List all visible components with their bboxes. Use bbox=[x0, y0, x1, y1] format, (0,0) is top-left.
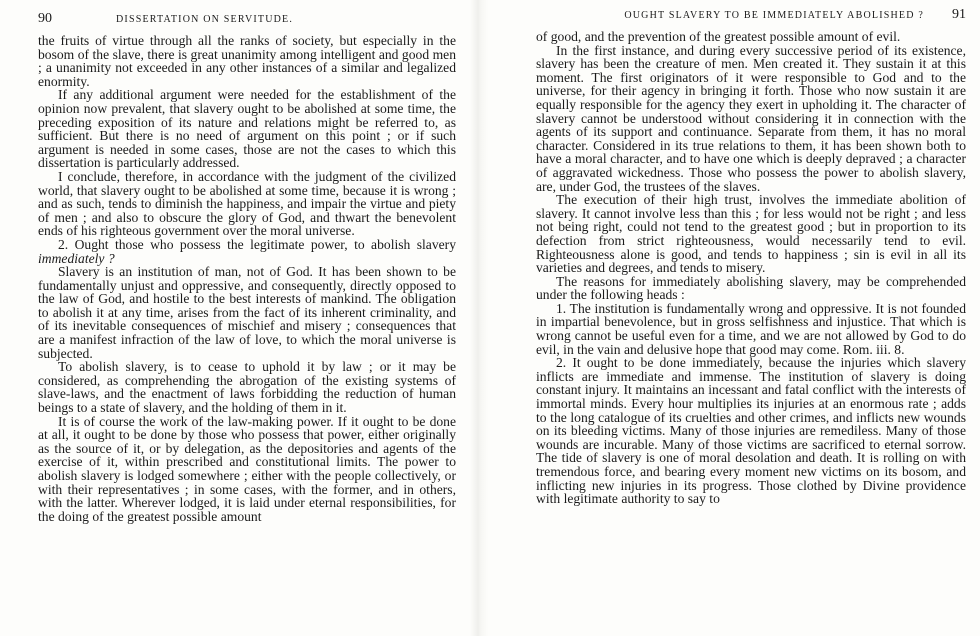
paragraph: the fruits of virtue through all the ranks of society, but especially in the bosom of the slave, there is great unanimity among intelligent and good men ; a unanimity not exceeded in any other instances of a similar and legalized enormity. bbox=[38, 33, 456, 89]
right-page bbox=[488, 0, 980, 636]
paragraph: In the first instance, and during every successive period of its existence, slavery has been the creature of men. Men created it. They sustain it at this moment. The first originators of it were responsible to God and to the universe, for their agency in bringing it forth. Those who now sustain it are equally responsible for the agency they exert in upholding it. The character of slavery cannot be understood without considering it in connection with the agents of its support and continuance. Separate from them, it has no moral character. Considered in its true relations to them, it has been shown both to have a moral character, and to have one which is deeply depraved ; a character of aggravated wickedness. Those who possess the power to abolish slavery, are, under God, the trustees of the slaves. bbox=[536, 42, 966, 194]
paragraph: It is of course the work of the law-making power. If it ought to be done at all, it ought to be done by those who possess that power, either originally as the source of it, or by delegation, as the depositories and agents of the exercise of it, within prescribed and constitutional limits. The power to abolish slavery is lodged somewhere ; either with the people collectively, or with their representatives ; in some cases, with the former, and in others, with the latter. Wherever lodged, it is laid under eternal responsibilities, for the doing of the greatest possible amount bbox=[38, 413, 456, 524]
paragraph: To abolish slavery, is to cease to uphold it by law ; or it may be considered, as comprehending the abrogation of the existing systems of slave-laws, and the enactment of laws forbidding the reduction of human beings to a state of slavery, and the holding of them in it. bbox=[38, 359, 456, 416]
left-page-text bbox=[38, 34, 456, 523]
paragraph: 1. The institution is fundamentally wrong and oppressive. It is not founded in impartial benevolence, but in gross selfishness and injustice. That which is wrong cannot be useful even for a time, and we are not allowed by God to do evil, in the vain and delusive hope that good may come. Rom. iii. 8. bbox=[536, 300, 966, 357]
section-heading bbox=[38, 238, 456, 265]
book-gutter bbox=[470, 0, 488, 636]
paragraph: of good, and the prevention of the greatest possible amount of evil. bbox=[536, 29, 901, 44]
paragraph: The reasons for immediately abolishing slavery, may be comprehended under the following heads : bbox=[536, 273, 966, 303]
paragraph: The execution of their high trust, involves the immediate abolition of slavery. It cannot involve less than this ; for less would not be right ; and less not being right, could not tend to the greatest good ; but in proportion to its defection from strict righteousness, would necessarily tend to evil. Righteousness alone is good, and tends to happiness ; sin is evil in all its varieties and degrees, and tends to misery. bbox=[536, 192, 966, 276]
paragraph: I conclude, therefore, in accordance with the judgment of the civilized world, that slavery ought to be abolished at some time, because it is wrong ; and as such, tends to diminish the happiness, and impair the virtue and piety of men ; and also to obscure the glory of God, and thwart the benevolent ends of his righteous government over the moral universe. bbox=[38, 168, 456, 239]
section-heading-emphasis: immediately ? bbox=[38, 250, 115, 266]
right-running-head bbox=[536, 6, 966, 30]
left-running-title: DISSERTATION ON SERVITUDE. bbox=[116, 14, 294, 25]
right-page-number: 91 bbox=[952, 7, 966, 22]
section-heading-text: 2. Ought those who possess the legitimate power, to abolish slavery bbox=[58, 236, 456, 252]
right-running-title: OUGHT SLAVERY TO BE IMMEDIATELY ABOLISHED ? bbox=[624, 10, 924, 21]
paragraph: If any additional argument were needed for the establishment of the opinion now prevalent, that slavery ought to be abolished at some time, the preceding exposition of its nature and relations might be referred to, as sufficient. But there is no need of argument on this point ; or if such argument is needed in some cases, those are not the cases to which this dissertation is particularly addressed. bbox=[38, 87, 456, 171]
left-running-head bbox=[38, 10, 456, 34]
right-page-text bbox=[536, 30, 966, 506]
paragraph: 2. It ought to be done immediately, because the injuries which slavery inflicts are immediate and immense. The institution of slavery is doing constant injury. It maintains an incessant and fatal conflict with the interests of immortal minds. Every hour multiplies its injuries at an enormous rate ; adds to the long catalogue of its cruelties and other crimes, and inflicts new wounds on its bleeding victims. Many of those injuries are remediless. Many of those wounds are incurable. Many of those victims are sacrificed to eternal sorrow. The tide of slavery is one of moral desolation and death. It is rolling on with tremendous force, and bearing every moment new victims on its bosom, and inflicting new injuries in its progress. Those clothed by Divine providence with legitimate authority to say to bbox=[536, 355, 966, 507]
paragraph: Slavery is an institution of man, not of God. It has been shown to be fundamentally unjust and oppressive, and consequently, directly opposed to the law of God, and hostile to the best interests of mankind. The obligation to abolish it at any time, arises from the fact of its inherent criminality, and of its inevitable consequences of mischief and misery ; consequences that are a manifest infraction of the law of love, to which the moral universe is subjected. bbox=[38, 264, 456, 361]
left-page-number: 90 bbox=[38, 11, 52, 26]
left-page bbox=[0, 0, 470, 636]
